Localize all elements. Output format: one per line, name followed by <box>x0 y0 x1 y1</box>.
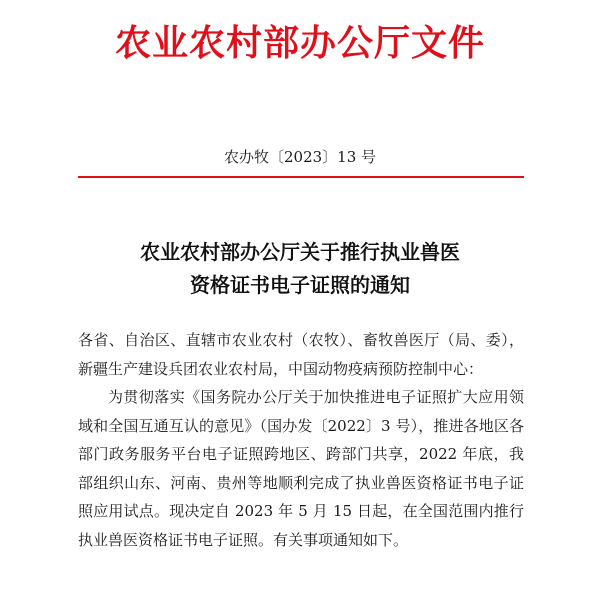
issuer-header: 农业农村部办公厅文件 <box>114 22 485 64</box>
notice-title-line-2: 资格证书电子证照的通知 <box>190 273 410 297</box>
notice-title <box>0 236 600 302</box>
notice-title-line-1: 农业农村部办公厅关于推行执业兽医 <box>140 240 460 264</box>
addressee-paragraph: 各省、自治区、直辖市农业农村（农牧）、畜牧兽医厅（局、委），新疆生产建设兵团农业农村局，中国动物疫病预防控制中心： <box>78 331 524 378</box>
body-text <box>78 326 524 554</box>
red-separator-line <box>78 176 524 178</box>
document-number: 农办牧〔2023〕13 号 <box>223 148 377 166</box>
body-paragraph-1: 为贯彻落实《国务院办公厅关于加快推进电子证照扩大应用领域和全国互通互认的意见》（国办发〔2022〕3 号），推进各地区各部门政务服务平台电子证照跨地区、跨部门共享，2022 年底，我部组织山东、河南、贵州等地顺利完成了执业兽医资格证书电子证照应用试点。现决定自 2023 年 5 月 15 日起，在全国范围内推行执业兽医资格证书电子证照。有关事项通知如下。 <box>78 388 524 549</box>
